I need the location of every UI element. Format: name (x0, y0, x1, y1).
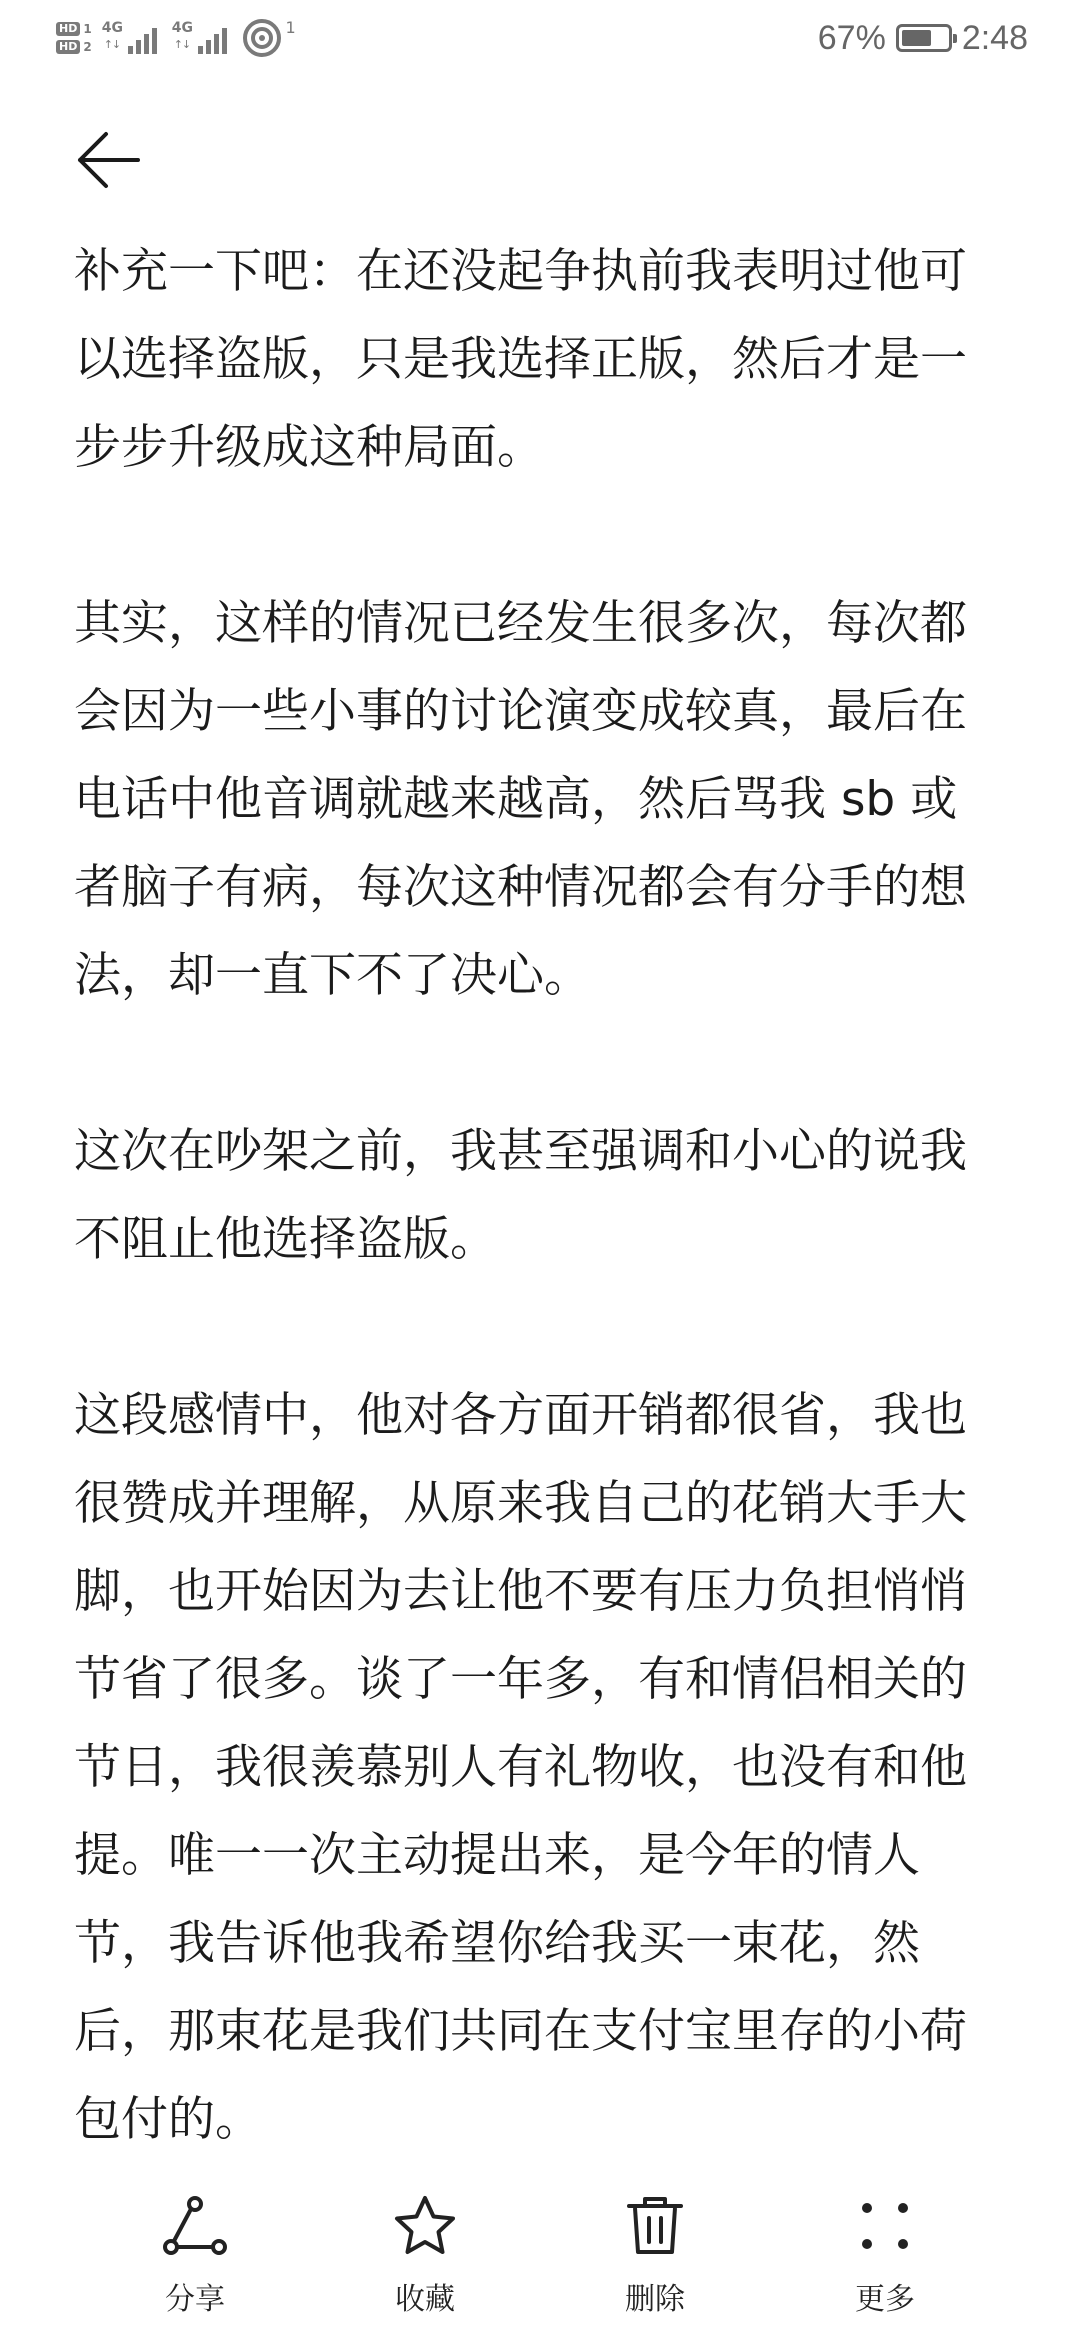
more-dots-icon (849, 2190, 921, 2262)
delete-button[interactable] (585, 2190, 725, 2318)
delete-label: 删除 (625, 2282, 685, 2317)
wifi-icon (242, 18, 296, 58)
status-bar (0, 0, 1080, 78)
status-right (818, 14, 1028, 62)
data-arrows-icon: ↑↓ (103, 38, 121, 51)
back-button[interactable] (68, 120, 148, 200)
share-icon (159, 2190, 231, 2262)
more-button[interactable] (815, 2190, 955, 2318)
sim2-indicator (56, 40, 92, 54)
favorite-button[interactable] (355, 2190, 495, 2318)
hd-badge: HD (56, 22, 80, 36)
sim-indicators (56, 22, 92, 54)
status-left (56, 14, 296, 62)
article-body (74, 228, 1004, 2252)
share-button[interactable] (125, 2190, 265, 2318)
back-arrow-icon (76, 130, 140, 190)
signal-bars (128, 28, 157, 54)
wifi-count: 1 (285, 18, 296, 37)
signal-2-icon (172, 18, 232, 58)
trash-icon (619, 2190, 691, 2262)
sim2-number: 2 (83, 40, 92, 54)
paragraph: 这次在吵架之前，我甚至强调和小心的说我不阻止他选择盗版。 (74, 1124, 967, 1267)
more-label: 更多 (855, 2282, 915, 2317)
paragraph: 补充一下吧：在还没起争执前我表明过他可以选择盗版，只是我选择正版，然后才是一步步升级成这种局面。 (74, 244, 967, 475)
sim1-indicator (56, 22, 92, 36)
star-icon (389, 2190, 461, 2262)
share-label: 分享 (165, 2282, 225, 2317)
battery-percent: 67% (817, 18, 886, 57)
signal-1-icon (102, 18, 162, 58)
clock-time: 2:48 (961, 18, 1028, 57)
battery-icon (896, 24, 952, 52)
paragraph: 这段感情中，他对各方面开销都很省，我也很赞成并理解，从原来我自己的花销大手大脚，也开始因为去让他不要有压力负担悄悄节省了很多。谈了一年多，有和情侣相关的节日，我很羡慕别人有礼物收，也没有和他提。唯一一次主动提出来，是今年的情人节，我告诉他我希望你给我买一束花，然后，那束花是我们共同在支付宝里存的小荷包付的。 (74, 1388, 967, 2147)
sim1-number: 1 (83, 22, 92, 36)
bottom-toolbar (0, 2190, 1080, 2340)
network-type-1: 4G (101, 20, 123, 36)
network-type-2: 4G (171, 20, 193, 36)
data-arrows-icon: ↑↓ (173, 38, 191, 51)
paragraph: 其实，这样的情况已经发生很多次，每次都会因为一些小事的讨论演变成较真，最后在电话中他音调就越来越高，然后骂我 sb 或者脑子有病，每次这种情况都会有分手的想法，却一直下不了决心。 (74, 596, 967, 1003)
signal-bars (198, 28, 227, 54)
favorite-label: 收藏 (395, 2282, 455, 2317)
battery-fill (902, 30, 931, 46)
hd-badge: HD (56, 40, 80, 54)
